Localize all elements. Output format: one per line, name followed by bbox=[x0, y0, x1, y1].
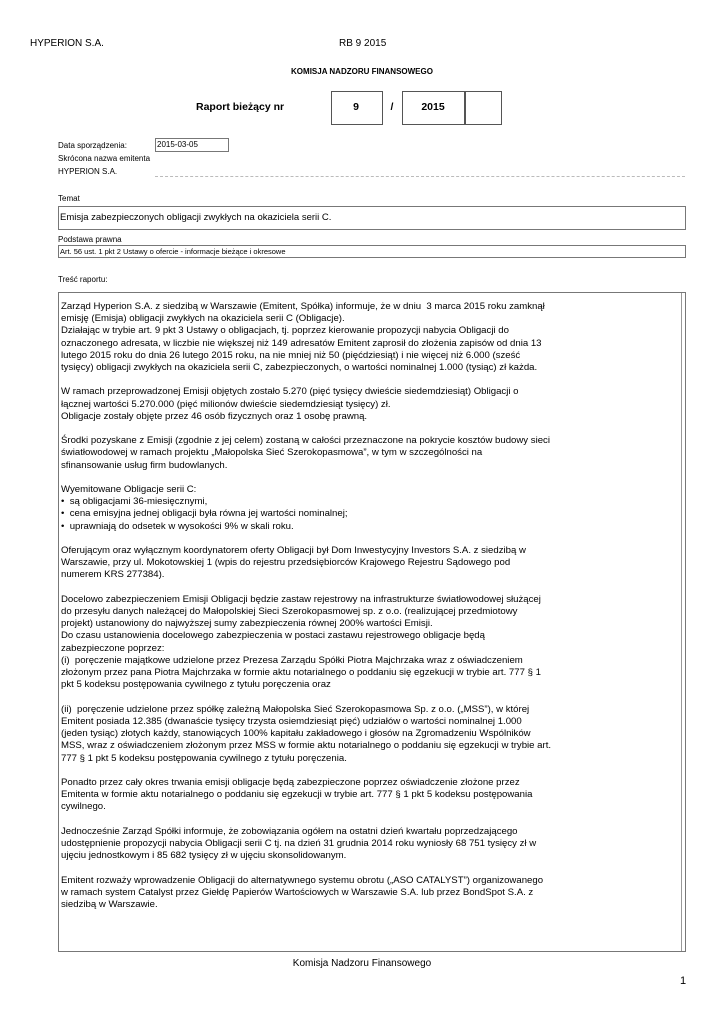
legal-basis-label: Podstawa prawna bbox=[58, 235, 122, 244]
footer-text: Komisja Nadzoru Finansowego bbox=[292, 958, 432, 969]
report-separator: / bbox=[390, 101, 394, 113]
content-scroll-divider bbox=[681, 293, 682, 951]
short-name-label: Skrócona nazwa emitenta bbox=[58, 154, 151, 163]
content-text: Zarząd Hyperion S.A. z siedzibą w Warszawie (Emitent, Spółka) informuje, że w dniu 3 marca 2015 roku zamknął emisję (Emisja) obligacji zwykłych na okaziciela serii C (Obligacje). Działając w trybie art. 9 pkt 3 Ustawy o obligacjach, tj. poprzez kierowanie propozycji nabycia Obligacji do oznaczonego adresata, w liczbie nie większej niż 149 adresatów Emitent zaprosił do złożenia zapisów od dnia 13 lutego 2015 roku do dnia 26 lutego 2015 roku, na nie mniej niż 50 (pięćdziesiąt) i nie więcej niż 6.000 (sześć tysięcy) obligacji zwykłych na okaziciela serii C, zabezpieczonych, o wartości nominalnej 1.000 (tysiąc) zł każda. W ramach przeprowadzonej Emisji objętych zostało 5.270 (pięć tysięcy dwieście siedemdziesiąt) Obligacji o łącznej wartości 5.270.000 (pięć milionów dwieście siedemdziesiąt tysięcy) zł. Obligacje zostały objęte przez 46 osób fizycznych oraz 1 osobę prawną. Środki pozyskane z Emisji (zgodnie z jej celem) zostaną w całości przeznaczone na pokrycie kosztów budowy sieci światłowodowej w ramach projektu „Małopolska Sieć Szerokopasmowa”, w tym w szczególności na sfinansowanie usług firm budowlanych. Wyemitowane Obligacje serii C: • są obligacjami 36-miesięcznymi, • cena emisyjna jednej obligacji była równa jej wartości nominalnej; • uprawniają do odsetek w wysokości 9% w skali roku. Oferującym oraz wyłącznym koordynatorem oferty Obligacji był Dom Inwestycyjny Investors S.A. z siedzibą w Warszawie, przy ul. Mokotowskiej 1 (wpis do rejestru przedsiębiorców Krajowego Rejestru Sądowego pod numerem KRS 277384). Docelowo zabezpieczeniem Emisji Obligacji będzie zastaw rejestrowy na infrastrukturze światłowodowej służącej do przesyłu danych należącej do Małopolskiej Sieci Szerokopasmowej sp. z o.o. (realizującej przedmiotowy projekt) ustanowiony do najwyższej sumy zabezpieczenia równej 200% wartości Emisji. Do czasu ustanowienia docelowego zabezpieczenia w postaci zastawu rejestrowego obligacje będą zabezpieczone poprzez: (i) poręczenie majątkowe udzielone przez Prezesa Zarządu Spółki Piotra Majchrzaka wraz z oświadczeniem złożonym przez pana Piotra Majchrzaka w formie aktu notarialnego o poddaniu się egzekucji w trybie art. 777 § 1 pkt 5 kodeksu postępowania cywilnego z tytułu poręczenia oraz (ii) poręczenie udzielone przez spółkę zależną Małopolska Sieć Szerokopasmowa Sp. z o.o. („MSS”), w której Emitent posiada 12.385 (dwanaście tysięcy trzysta osiemdziesiąt pięć) udziałów o wartości nominalnej 1.000 (jeden tysiąc) złotych każdy, stanowiących 100% kapitału zakładowego i głosów na Zgromadzeniu Wspólników MSS, wraz z oświadczeniem złożonym przez MSS w formie aktu notarialnego o poddaniu się egzekucji w trybie art. 777 § 1 pkt 5 kodeksu postępowania cywilnego z tytułu poręczenia. Ponadto przez cały okres trwania emisji obligacje będą zabezpieczone poprzez oświadczenie złożone przez Emitenta w formie aktu notarialnego o poddaniu się egzekucji w trybie art. 777 § 1 pkt 5 kodeksu postępowania cywilnego. Jednocześnie Zarząd Spółki informuje, że zobowiązania ogółem na ostatni dzień kwartału poprzedzającego udostępnienie propozycji nabycia Obligacji serii C tj. na dzień 31 grudnia 2014 roku wyniosły 68 751 tysięcy zł w ujęciu jednostkowym i 85 682 tysięcy zł w ujęciu skonsolidowanym. Emitent rozważy wprowadzenie Obligacji do alternatywnego systemu obrotu („ASO CATALYST”) organizowanego w ramach system Catalyst przez Giełdę Papierów Wartościowych w Warszawie S.A. lub przez BondSpot S.A. z siedzibą w Warszawie. bbox=[61, 301, 552, 910]
short-name-divider bbox=[155, 176, 685, 177]
legal-basis-field: Art. 56 ust. 1 pkt 2 Ustawy o ofercie - informacje bieżące i okresowe bbox=[58, 245, 686, 258]
report-number: 9 bbox=[353, 101, 359, 113]
report-code-header: RB 9 2015 bbox=[339, 38, 387, 49]
short-name-value: HYPERION S.A. bbox=[58, 167, 118, 176]
report-title: Raport bieżący nr bbox=[196, 101, 285, 113]
organization-title: KOMISJA NADZORU FINANSOWEGO bbox=[291, 67, 433, 76]
content-box bbox=[58, 292, 686, 952]
page-number: 1 bbox=[680, 975, 687, 987]
report-extra-box bbox=[464, 91, 502, 125]
report-year: 2015 bbox=[421, 101, 445, 113]
company-header: HYPERION S.A. bbox=[30, 38, 104, 49]
content-label: Treść raportu: bbox=[58, 275, 108, 284]
date-label: Data sporządzenia: bbox=[58, 141, 127, 150]
date-field: 2015-03-05 bbox=[155, 138, 229, 152]
subject-field: Emisja zabezpieczonych obligacji zwykłych na okaziciela serii C. bbox=[58, 206, 686, 230]
subject-label: Temat bbox=[58, 194, 80, 203]
